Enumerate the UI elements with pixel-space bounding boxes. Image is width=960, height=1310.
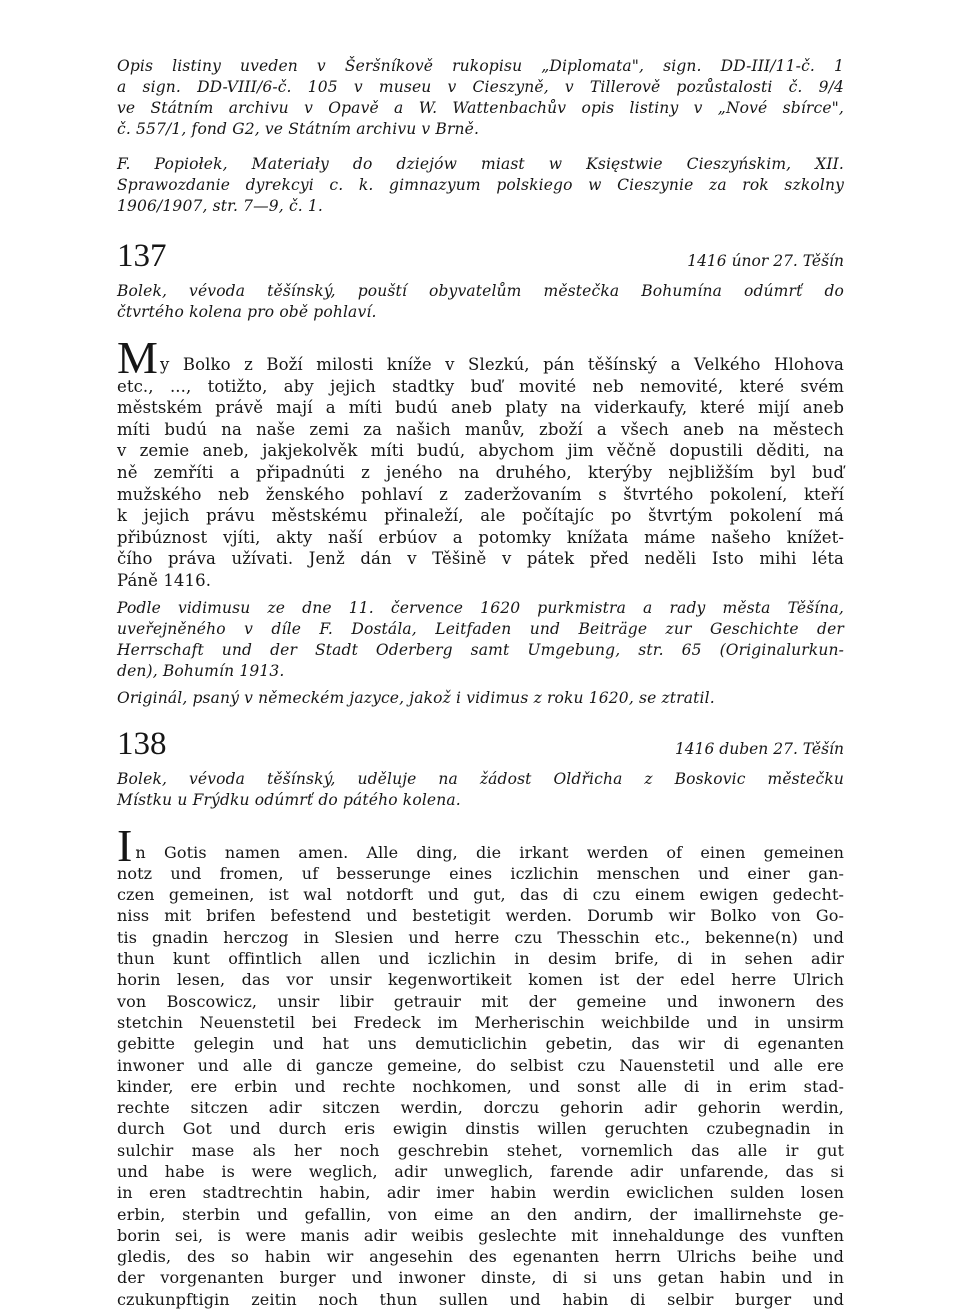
intro-line: Opis listiny uveden v Šeršníkově rukopisu „Diplomata", sign. DD-III/11-č. 1 bbox=[117, 57, 844, 75]
regest-line: Bolek, vévoda těšínský, pouští obyvatelům městečka Bohumína odúmrť do bbox=[117, 282, 844, 300]
text-line: von Boscowicz, unsir libir getrauir mit der gemeine und inwonern des bbox=[117, 991, 844, 1011]
text-line: čího práva užívati. Jenž dán v Těšině v pátek před neděli Isto mihi léta bbox=[117, 549, 844, 569]
document-page bbox=[117, 56, 844, 1310]
intro-line: a sign. DD-VIII/6-č. 105 v museu v Cieszyně, v Tillerově pozůstalosti č. 9/4 bbox=[117, 78, 844, 96]
text-line: ně zemříti a připadnúti z jeného na druhého, kterýby nejbližším byl buď bbox=[117, 462, 844, 482]
intro-line: ve Státním archivu v Opavě a W. Wattenbachův opis listiny v „Nové sbírce", bbox=[117, 99, 844, 117]
intro-note bbox=[117, 56, 844, 140]
text-line: y Bolko z Boží milosti kníže v Slezkú, pán těšínský a Velkého Hlohova bbox=[160, 355, 844, 374]
text-line: der vorgenanten burger und inwoner dinste, di si uns getan habin und in bbox=[117, 1268, 844, 1288]
source-line: Herrschaft und der Stadt Oderberg samt Umgebung, str. 65 (Originalurkun- bbox=[117, 640, 844, 659]
regest-line: Bolek, vévoda těšínský, uděluje na žádost Oldřicha z Boskovic městečku bbox=[117, 769, 844, 788]
text-line: míti budú na naše zemi za našich manův, zboží a všech aneb na městech bbox=[117, 419, 844, 439]
reference-line: Sprawozdanie dyrekcyi c. k. gimnazyum polskiego w Cieszynie za rok szkolny bbox=[117, 176, 844, 194]
text-line: notz und fromen, uf besserunge eines iczlichin menschen und einer gan- bbox=[117, 863, 844, 883]
source-line: Podle vidimusu ze dne 11. července 1620 purkmistra a rady města Těšína, bbox=[117, 598, 844, 617]
document-138-heading bbox=[117, 727, 844, 761]
intro-line: č. 557/1, fond G2, ve Státním archivu v Brně. bbox=[117, 120, 480, 138]
text-line: tis gnadin herczog in Slesien und herre czu Thesschin etc., bekenne(n) und bbox=[117, 927, 844, 947]
text-line: etc., ..., totižto, aby jejich stadtky buď movité neb nemovité, které svém bbox=[117, 376, 844, 396]
document-date: 1416 duben 27. Těšín bbox=[674, 739, 844, 758]
drop-initial: M bbox=[117, 332, 159, 383]
drop-initial: I bbox=[117, 819, 133, 871]
text-line: niss mit brifen befestend und bestetigit werden. Dorumb wir Bolko von Go- bbox=[117, 906, 844, 926]
text-line: und habe is were weglich, adir unweglich, farende adir unfarende, das si bbox=[117, 1161, 844, 1181]
text-line: gledis, des so habin wir angesehin des egenanten herrn Ulrichs beihe und bbox=[117, 1247, 844, 1267]
text-line: thun kunt offintlich allen und iczlichin in desim brife, di in sehen adir bbox=[117, 949, 844, 969]
text-line: n Gotis namen amen. Alle ding, die irkant werden of einen gemeinen bbox=[135, 842, 844, 862]
original-note-137 bbox=[117, 688, 844, 709]
original-note: Originál, psaný v německém jazyce, jakož i vidimus z roku 1620, se ztratil. bbox=[117, 688, 715, 707]
reference-line: 1906/1907, str. 7—9, č. 1. bbox=[117, 197, 324, 215]
text-line: v zemie aneb, jakjekolvěk míti budú, abychom jim věčně dopustili děditi, na bbox=[117, 441, 844, 461]
document-number: 138 bbox=[117, 725, 167, 762]
source-line: den), Bohumín 1913. bbox=[117, 661, 285, 680]
text-line: přibúznost vjíti, akty naší erbúov a potomky knížata máme našeho knížet- bbox=[117, 527, 844, 547]
text-line: czukunpftigin zeitin noch thun sullen und habin di selbir burger und bbox=[117, 1289, 844, 1309]
source-note-137 bbox=[117, 598, 844, 682]
reference-line: F. Popiołek, Materiały do dziejów miast w Księstwie Cieszyńskim, XII. bbox=[117, 155, 844, 173]
document-date: 1416 únor 27. Těšín bbox=[687, 252, 844, 270]
text-line: durch Got und durch eris ewigin dinstis willen geruchten czubegnadin in bbox=[117, 1119, 844, 1139]
text-line: stetchin Neuenstetil bei Fredeck im Merherischin weichbilde und in unsirm bbox=[117, 1012, 844, 1032]
document-text-137 bbox=[117, 332, 844, 592]
text-line: sulchir mase als her noch geschrebin stehet, vornemlich das alle ir gut bbox=[117, 1140, 844, 1160]
text-line: czen gemeinen, ist wal notdorft und gut, das di czu einem ewigen gedecht- bbox=[117, 885, 844, 905]
text-line: kinder, ere erbin und rechte nochkomen, und sonst alle di in erim stad- bbox=[117, 1076, 844, 1096]
document-137-heading bbox=[117, 239, 844, 273]
text-line: městském právě mají a míti budú aneb platy na viderkaufy, které mijí aneb bbox=[117, 398, 844, 418]
text-line: gebitte gelegin und hat uns demuticlichin gebetin, das wir di egenanten bbox=[117, 1034, 844, 1054]
text-line: erbin, sterbin und gefallin, von eime an den andirn, der imallirnehste ge- bbox=[117, 1204, 844, 1224]
text-line: inwoner und alle di gancze gemeine, do selbist czu Nauenstetil und alle ere bbox=[117, 1055, 844, 1075]
text-line: in eren stadtrechtin habin, adir imer habin werdin ewiclichen sulden losen bbox=[117, 1183, 844, 1203]
text-line: mužského neb ženského pohlaví z zaderžovaním s štvrtého pokolení, kteří bbox=[117, 484, 844, 504]
regest-138 bbox=[117, 769, 844, 811]
regest-line: Místku u Frýdku odúmrť do pátého kolena. bbox=[117, 790, 461, 809]
text-line: horin lesen, das vor unsir kegenwortikeit komen ist der edel herre Ulrich bbox=[117, 970, 844, 990]
text-line: k jejich právu městskému přinaleží, ale počítajíc po štvrtým pokolení má bbox=[117, 506, 844, 526]
document-number: 137 bbox=[117, 238, 167, 274]
reference-note bbox=[117, 154, 844, 217]
document-text-138 bbox=[117, 819, 844, 1310]
regest-137 bbox=[117, 281, 844, 323]
text-line: rechte sitczen adir sitczen werdin, dorczu gehorin adir gehorin werdin, bbox=[117, 1098, 844, 1118]
text-line: borin sei, is were manis adir weibis geslechte mit innehaldunge des vunften bbox=[117, 1225, 844, 1245]
text-line: Páně 1416. bbox=[117, 570, 212, 590]
regest-line: čtvrtého kolena pro obě pohlaví. bbox=[117, 303, 377, 321]
source-line: uveřejněného v díle F. Dostála, Leitfaden und Beiträge zur Geschichte der bbox=[117, 619, 844, 638]
